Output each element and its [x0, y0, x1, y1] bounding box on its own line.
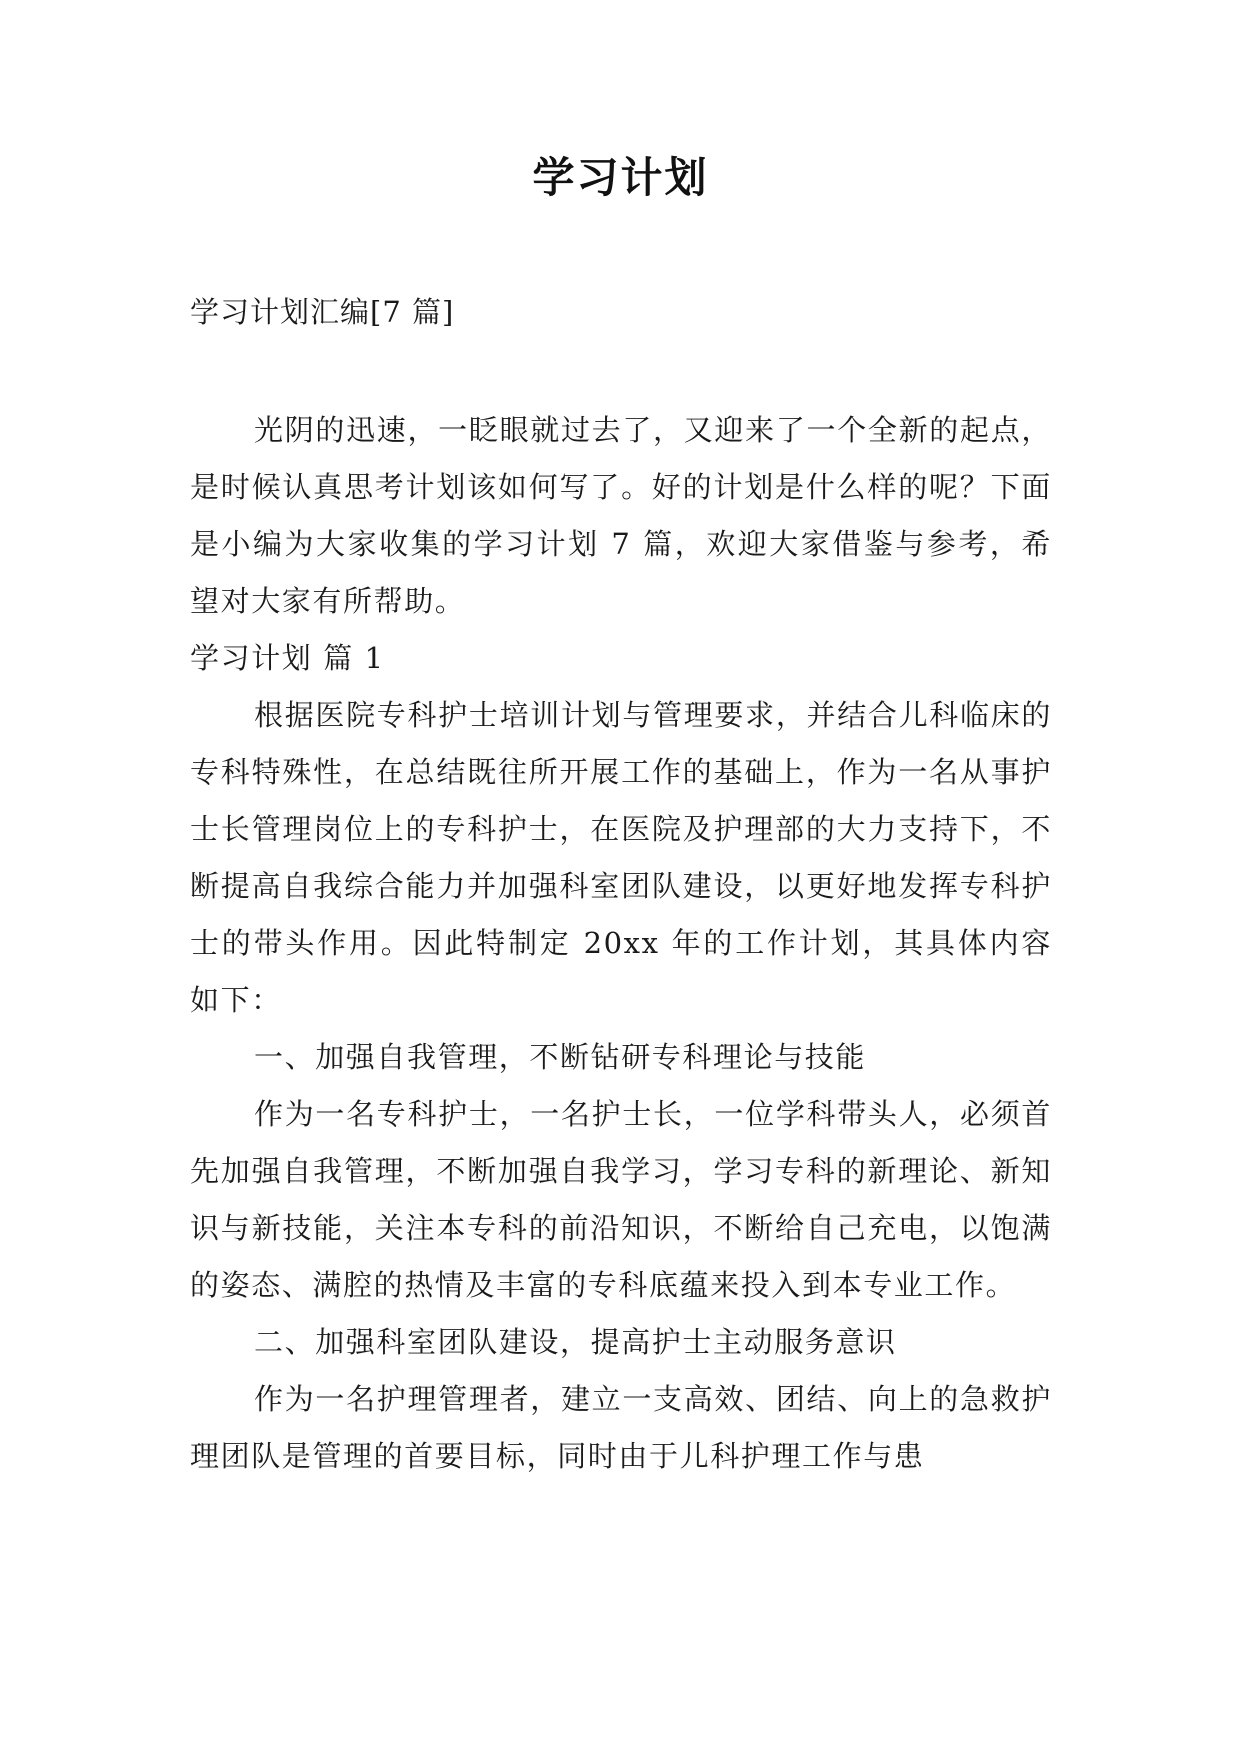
- body-paragraph: 根据医院专科护士培训计划与管理要求，并结合儿科临床的专科特殊性，在总结既往所开展工作的基础上，作为一名从事护士长管理岗位上的专科护士，在医院及护理部的大力支持下，不断提高自我综合能力并加强科室团队建设，以更好地发挥专科护士的带头作用。因此特制定 20xx 年的工作计划，其具体内容如下：: [190, 698, 1052, 1017]
- intro-paragraph: 光阴的迅速，一眨眼就过去了，又迎来了一个全新的起点，是时候认真思考计划该如何写了。好的计划是什么样的呢？下面是小编为大家收集的学习计划 7 篇，欢迎大家借鉴与参考，希望对大家有所帮助。: [190, 413, 1052, 618]
- section-heading: 学习计划 篇 1: [190, 641, 385, 675]
- body-paragraph: 作为一名护理管理者，建立一支高效、团结、向上的急救护理团队是管理的首要目标，同时由于儿科护理工作与患: [190, 1382, 1052, 1473]
- document-body: [190, 402, 1052, 1485]
- subsection-heading: 一、加强自我管理，不断钻研专科理论与技能: [254, 1040, 867, 1074]
- document-title: 学习计划: [532, 153, 709, 202]
- subsection-heading: 二、加强科室团队建设，提高护士主动服务意识: [254, 1325, 897, 1359]
- body-paragraph: 作为一名专科护士，一名护士长，一位学科带头人，必须首先加强自我管理，不断加强自我学习，学习专科的新理论、新知识与新技能，关注本专科的前沿知识，不断给自己充电，以饱满的姿态、满腔的热情及丰富的专科底蕴来投入到本专业工作。: [190, 1097, 1052, 1302]
- document-subtitle: 学习计划汇编[7 篇]: [190, 295, 455, 329]
